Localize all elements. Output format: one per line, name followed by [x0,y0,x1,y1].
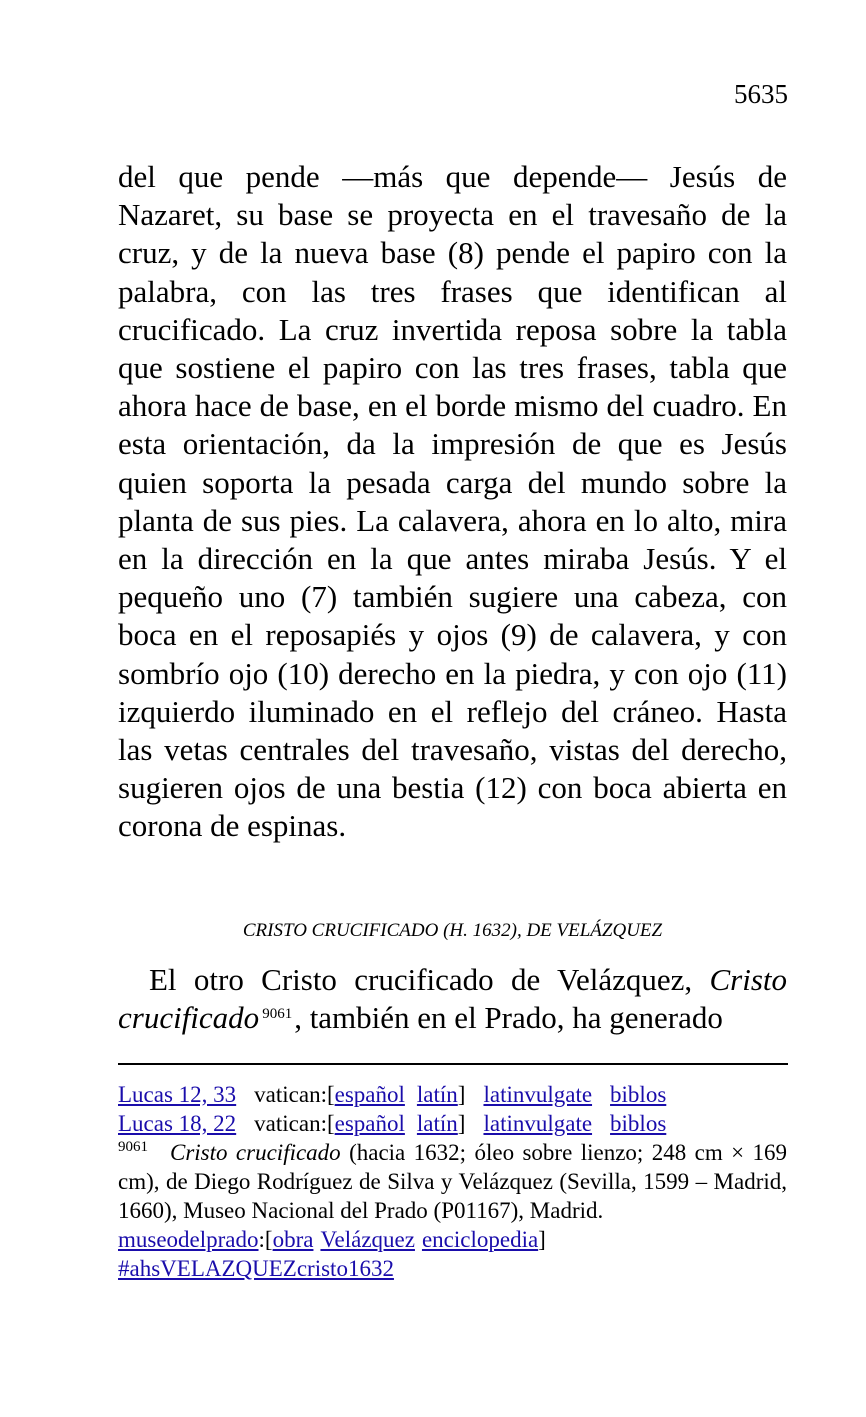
footnote-reference[interactable]: 9061 [262,1006,293,1023]
bracket-open: :[ [258,1227,273,1252]
biblos-link[interactable]: biblos [610,1111,667,1136]
footnote-number: 9061 [118,1139,148,1155]
body-paragraph: del que pende ―más que depende― Jesús de Nazaret, su base se proyecta en el travesaño de la cruz, y de la nueva base (8) pende el papiro con la palabra, con las tres frases que identifican al crucificado. La cruz invertida reposa sobre la tabla que sostiene el papiro con las tres frases, tabla que ahora hace de base, en el borde mismo del cuadro. En esta orientación, da la impresión de que es Jesús quien soporta la pesada carga del mundo sobre la planta de sus pies. La calavera, ahora en lo alto, mira en la dirección en la que antes miraba Jesús. Y el pequeño uno (7) también sugiere una cabeza, con boca en el reposapiés y ojos (9) de calavera, y con sombrío ojo (10) derecho en la piedra, y con ojo (11) izquierdo iluminado en el reflejo del cráneo. Hasta las vetas centrales del travesaño, vistas del derecho, sugieren ojos de una bestia (12) con boca abierta en corona de espinas. [118,159,787,844]
espanol-link[interactable]: español [334,1082,405,1107]
artwork-title: Cristo crucificado [118,962,787,1036]
paragraph-2-end: , también en el Prado, ha generado [294,1000,723,1036]
anchor-line [118,1254,787,1283]
obra-link[interactable]: obra [272,1227,314,1252]
latinvulgate-link[interactable]: latinvulgate [483,1111,593,1136]
citation-link[interactable]: Lucas 12, 33 [118,1082,237,1107]
biblos-link[interactable]: biblos [610,1082,667,1107]
bracket-close: ] [457,1111,466,1136]
latinvulgate-link[interactable]: latinvulgate [483,1082,593,1107]
museodelprado-link[interactable]: museodelprado [118,1227,259,1252]
section-heading: CRISTO CRUCIFICADO (H. 1632), DE VELÁZQUEZ [242,920,663,941]
paragraph-2-start: El otro Cristo crucificado de Velázquez, [149,962,710,997]
bracket-close: ] [457,1082,466,1107]
espanol-link[interactable]: español [334,1111,405,1136]
footnote [118,1138,787,1225]
footnote-artwork-title: Cristo crucificado [170,1140,341,1165]
enciclopedia-link[interactable]: enciclopedia [421,1227,539,1252]
footnotes [118,1080,787,1283]
velazquez-link[interactable]: Velázquez [320,1227,415,1252]
page-number: 5635 [734,79,788,109]
latin-link[interactable]: latín [416,1082,458,1107]
museum-links-line [118,1225,787,1254]
citation-link[interactable]: Lucas 18, 22 [118,1111,237,1136]
scripture-reference-line [118,1080,787,1109]
scripture-reference-line [118,1109,787,1138]
vatican-label: vatican:[ [254,1082,335,1107]
bracket-close: ] [538,1227,546,1252]
vatican-label: vatican:[ [254,1111,335,1136]
latin-link[interactable]: latín [416,1111,458,1136]
footnote-divider [118,1063,788,1065]
anchor-link[interactable]: #ahsVELAZQUEZcristo1632 [118,1256,394,1281]
footnote-text: (hacia 1632; óleo sobre lienzo; 248 cm × 169 cm), de Diego Rodríguez de Silva y Velázquez (Sevilla, 1599 – Madrid, 1660), Museo Nacional del Prado (P01167), Madrid. [118,1140,787,1223]
body-paragraph-2 [118,961,787,1037]
